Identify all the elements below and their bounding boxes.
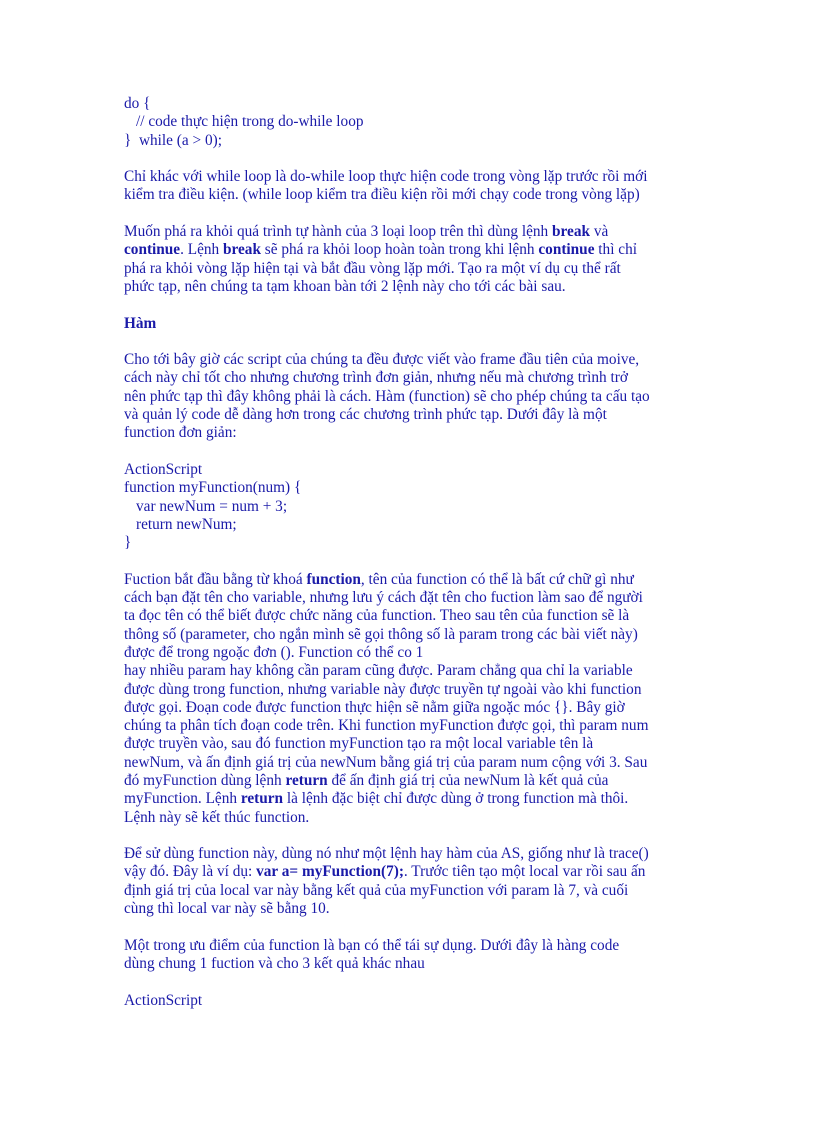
paragraph-function-intro (124, 351, 694, 442)
code-block-myfunction (124, 461, 694, 552)
text-line: newNum, và ấn định giá trị của newNum bằng giá trị của param num cộng với 3. Sau (124, 753, 648, 771)
text-line: Một trong ưu điểm của function là bạn có thể tái sự dụng. Dưới đây là hàng code (124, 936, 620, 954)
code-line: // code thực hiện trong do-while loop (136, 113, 364, 131)
text-span: đó myFunction dùng lệnh (124, 771, 286, 789)
code-example-inline: var a= myFunction(7); (256, 863, 404, 881)
code-language-label: ActionScript (124, 460, 203, 478)
text-span: , tên của function có thể là bất cứ chữ gì như (360, 570, 634, 588)
text-span: để ấn định giá trị của newNum là kết quả của (327, 771, 609, 789)
paragraph-do-while-explanation (124, 168, 694, 205)
paragraph-function-reuse (124, 937, 694, 974)
text-span: sẽ phá ra khỏi loop hoàn toàn trong khi lệnh (260, 241, 539, 259)
text-line: dùng chung 1 fuction và cho 3 kết quả khác nhau (124, 954, 425, 972)
text-line: phức tạp, nên chúng ta tạm khoan bàn tới 2 lệnh này cho tới các bài sau. (124, 277, 566, 295)
text-line: ta đọc tên có thể biết được chức năng của function. Theo sau tên của function sẽ là (124, 607, 630, 625)
section-heading-ham: Hàm (124, 314, 157, 332)
code-language-label-trailing (124, 992, 694, 1010)
text-line: được truyền vào, sau đó function myFunction tạo ra một local variable tên là (124, 735, 594, 753)
code-line: do { (124, 95, 151, 112)
text-line: định giá trị của local var này bằng kết quả của myFunction với param là 7, và cuối (124, 881, 629, 899)
text-line: Cho tới bây giờ các script của chúng ta đều được viết vào frame đầu tiên của moive, (124, 351, 640, 369)
text-line (124, 772, 694, 790)
keyword-return: return (285, 771, 328, 789)
paragraph-function-usage (124, 845, 694, 918)
text-span: và (590, 223, 609, 241)
text-line: Lệnh này sẽ kết thúc function. (124, 808, 310, 826)
text-line (124, 863, 694, 881)
text-line: hay nhiều param hay không cần param cũng được. Param chẳng qua chỉ la variable (124, 662, 633, 680)
keyword-continue: continue (538, 241, 595, 259)
text-line: phá ra khỏi vòng lặp hiện tại và bắt đầu vòng lặp mới. Tạo ra một ví dụ cụ thể rất (124, 259, 621, 277)
text-span: là lệnh đặc biệt chỉ được dùng ở trong function mà thôi. (283, 790, 629, 808)
document-page (124, 95, 694, 1028)
text-line: nên phức tạp thì đây không phải là cách. Hàm (function) sẽ cho phép chúng ta cấu tạo (124, 387, 650, 405)
keyword-break: break (552, 223, 590, 241)
text-line: được để trong ngoặc đơn (). Function có thể co 1 (124, 643, 424, 661)
text-line: function đơn giản: (124, 424, 237, 442)
paragraph-function-explanation (124, 571, 694, 827)
code-block-do-while (124, 95, 694, 150)
text-line: và quản lý code dễ dàng hơn trong các chương trình phức tạp. Dưới đây là một (124, 406, 607, 424)
text-line (124, 790, 694, 808)
text-span: myFunction. Lệnh (124, 790, 241, 808)
text-line: Chỉ khác với while loop là do-while loop thực hiện code trong vòng lặp trước rồi mới (124, 168, 648, 186)
text-line (124, 241, 694, 259)
keyword-return: return (240, 790, 284, 808)
text-line: ActionScript (124, 991, 203, 1009)
text-line: kiểm tra điều kiện. (while loop kiểm tra điều kiện rồi mới chạy code trong vòng lặp) (124, 186, 640, 204)
text-span: thì chỉ (594, 241, 637, 259)
text-line: được dùng trong function, nhưng variable này được truyền tự ngoài vào khi function (124, 680, 642, 698)
text-span: Muốn phá ra khỏi quá trình tự hành của 3 loại loop trên thì dùng lệnh (124, 223, 553, 241)
keyword-break: break (223, 241, 261, 259)
text-line: cách bạn đặt tên cho variable, nhưng lưu ý cách đặt tên cho fuction làm sao để người (124, 589, 643, 607)
text-span: . Lệnh (180, 241, 223, 259)
code-line: return newNum; (136, 515, 237, 533)
text-line: cùng thì local var này sẽ bằng 10. (124, 900, 330, 918)
text-span: . Trước tiên tạo một local var rồi sau ấn (403, 863, 646, 881)
code-line: } (124, 534, 132, 552)
code-line: function myFunction(num) { (124, 479, 302, 497)
keyword-function: function (306, 570, 361, 588)
text-line: cách này chỉ tốt cho nhưng chương trình đơn giản, nhưng nếu mà chương trình trở (124, 369, 628, 387)
text-line: Để sử dùng function này, dùng nó như một lệnh hay hàm của AS, giống như là trace() (124, 845, 649, 863)
paragraph-break-continue (124, 223, 694, 296)
text-line: được gọi. Đoạn code được function thực hiện sẽ nằm giữa ngoặc móc {}. Bây giờ (124, 698, 625, 716)
code-line: var newNum = num + 3; (136, 497, 288, 515)
keyword-continue: continue (124, 241, 181, 259)
text-span: Fuction bắt đầu bằng từ khoá (124, 570, 307, 588)
text-line: chúng ta phân tích đoạn code trên. Khi function myFunction được gọi, thì param num (124, 717, 649, 735)
text-line (124, 571, 694, 589)
text-span: vậy đó. Đây là ví dụ: (124, 863, 257, 881)
code-line: } while (a > 0); (124, 131, 222, 149)
text-line: thông số (parameter, cho ngắn mình sẽ gọi thông số là param trong các bài viết này) (124, 625, 638, 643)
text-line (124, 223, 694, 241)
